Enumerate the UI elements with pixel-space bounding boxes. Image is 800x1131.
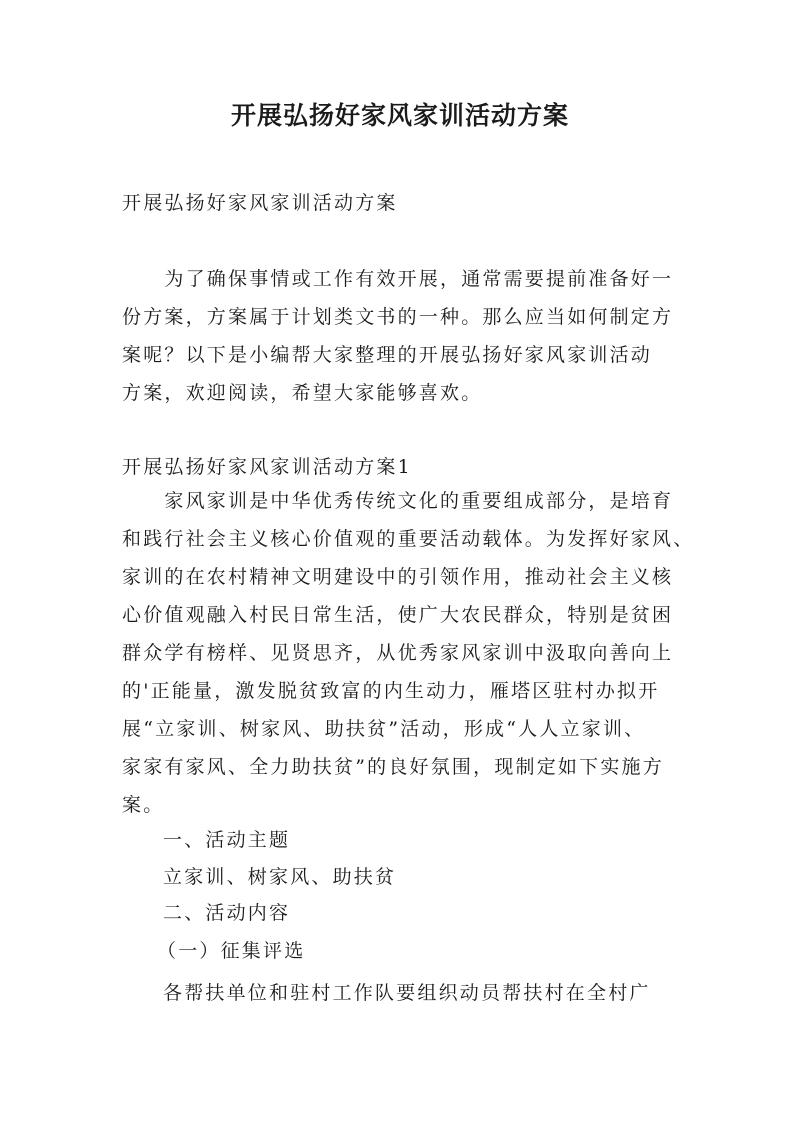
paragraph-last-line: 各帮扶单位和驻村工作队要组织动员帮扶村在全村广 [163,982,651,1004]
body-line: 和践行社会主义核心价值观的重要活动载体。为发挥好家风、 [122,528,695,550]
body-line: 家家有家风、全力助扶贫”的良好氛围，现制定如下实施方 [122,756,664,778]
intro-paragraph [122,260,682,412]
document-title: 开展弘扬好家风家训活动方案 [230,101,569,130]
heading-activity-theme: 一、活动主题 [163,829,291,851]
body-line: 案。 [122,794,165,816]
section-title: 开展弘扬好家风家训活动方案1 [122,456,412,478]
theme-text: 立家训、树家风、助扶贫 [163,866,397,888]
body-line: 家训的在农村精神文明建设中的引领作用，推动社会主义核 [122,566,674,588]
intro-line: 为了确保事情或工作有效开展，通常需要提前准备好一 [122,268,674,290]
intro-line: 案呢？以下是小编帮大家整理的开展弘扬好家风家训活动 [122,344,653,366]
body-line: 展“立家训、树家风、助扶贫”活动，形成“人人立家训、 [122,718,646,740]
document-subtitle: 开展弘扬好家风家训活动方案 [122,192,398,214]
body-line: 心价值观融入村民日常生活，使广大农民群众，特别是贫困 [122,604,674,626]
body-line: 家风家训是中华优秀传统文化的重要组成部分，是培育 [122,490,674,512]
intro-line: 份方案，方案属于计划类文书的一种。那么应当如何制定方 [122,306,674,328]
body-paragraph [122,482,695,824]
heading-activity-content: 二、活动内容 [163,902,291,924]
intro-line: 方案，欢迎阅读，希望大家能够喜欢。 [122,382,483,404]
body-line: 群众学有榜样、见贤思齐，从优秀家风家训中汲取向善向上 [122,642,674,664]
subheading-collection: （一）征集评选 [157,940,306,962]
body-line: 的'正能量，激发脱贫致富的内生动力，雁塔区驻村办拟开 [122,680,660,702]
